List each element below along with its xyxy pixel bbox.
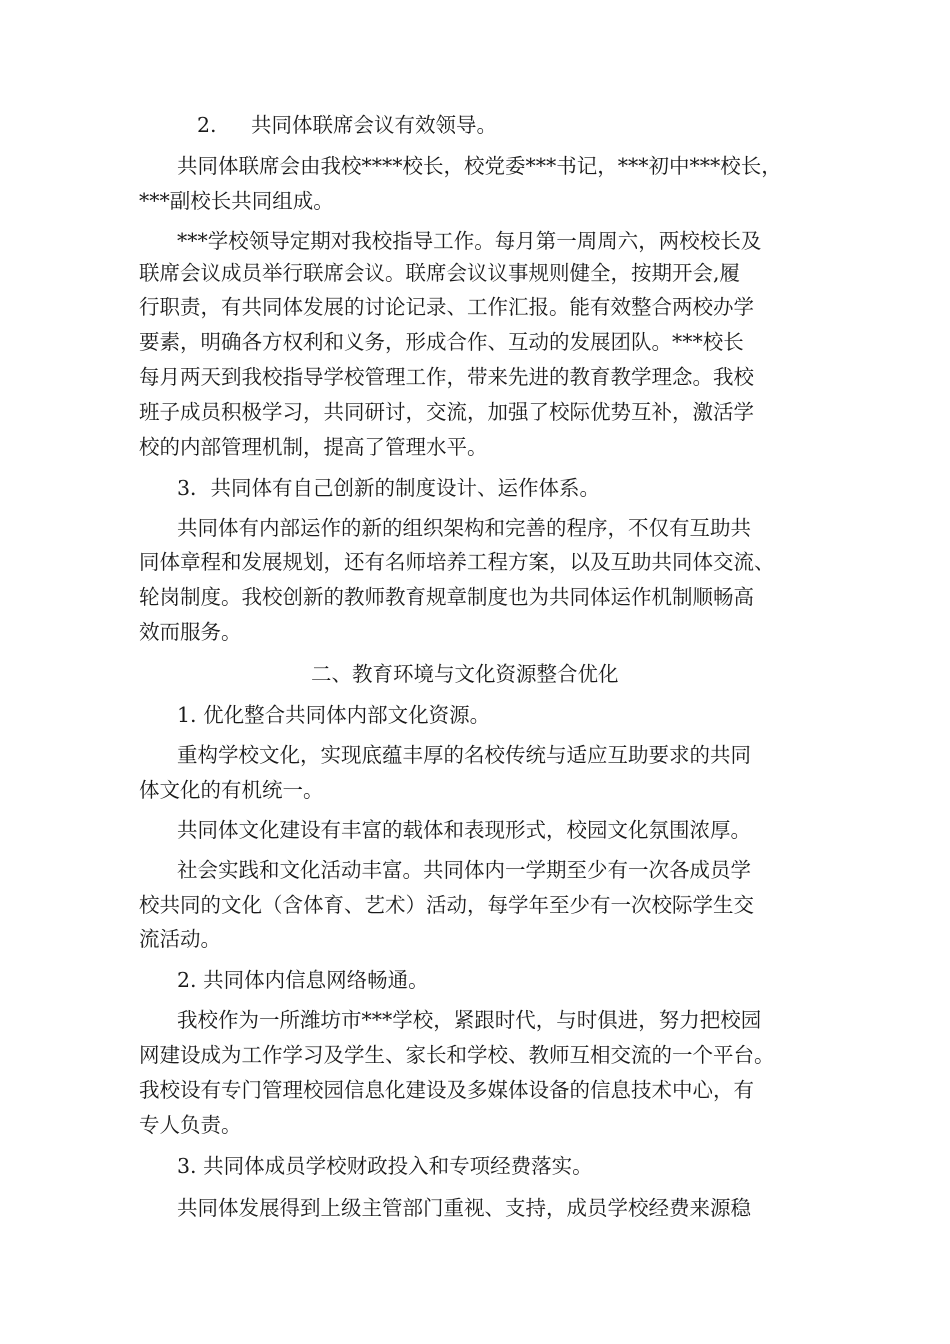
section-heading: 3. 共同体成员学校财政投入和专项经费落实。 (177, 1154, 593, 1178)
paragraph-line: 每月两天到我校指导学校管理工作，带来先进的教育教学理念。我校 (139, 365, 754, 389)
paragraph-line: 共同体发展得到上级主管部门重视、支持，成员学校经费来源稳 (177, 1196, 751, 1220)
paragraph-line: 行职责，有共同体发展的讨论记录、工作汇报。能有效整合两校办学 (139, 295, 754, 319)
paragraph-line: 专人负责。 (139, 1113, 242, 1137)
paragraph-line: ***副校长共同组成。 (139, 189, 334, 213)
paragraph-line: 体文化的有机统一。 (139, 778, 324, 802)
section-heading: 1. 优化整合共同体内部文化资源。 (177, 703, 491, 727)
section-heading (197, 110, 497, 140)
paragraph-line: 我校作为一所潍坊市***学校，紧跟时代，与时俱进，努力把校园 (177, 1008, 762, 1032)
section-heading: 2. 共同体内信息网络畅通。 (177, 968, 429, 992)
paragraph-line: 流活动。 (139, 927, 221, 951)
paragraph-line: 网建设成为工作学习及学生、家长和学校、教师互相交流的一个平台。 (139, 1043, 775, 1067)
paragraph-line: 效而服务。 (139, 620, 242, 644)
paragraph-line: 校共同的文化（含体育、艺术）活动，每学年至少有一次校际学生交 (139, 893, 754, 917)
paragraph-line: 同体章程和发展规划，还有名师培养工程方案，以及互助共同体交流、 (139, 550, 775, 574)
paragraph-line: 共同体文化建设有丰富的载体和表现形式，校园文化氛围浓厚。 (177, 818, 751, 842)
paragraph-line: 共同体联席会由我校****校长，校党委***书记，***初中***校长， (177, 154, 782, 178)
paragraph-line: 社会实践和文化活动丰富。共同体内一学期至少有一次各成员学 (177, 858, 751, 882)
paragraph-line: ***学校领导定期对我校指导工作。每月第一周周六，两校校长及 (177, 229, 762, 253)
paragraph-line: 要素，明确各方权利和义务，形成合作、互动的发展团队。***校长 (139, 330, 744, 354)
paragraph-line: 共同体有内部运作的新的组织架构和完善的程序，不仅有互助共 (177, 516, 751, 540)
paragraph-line: 我校设有专门管理校园信息化建设及多媒体设备的信息技术中心，有 (139, 1078, 754, 1102)
paragraph-line: 轮岗制度。我校创新的教师教育规章制度也为共同体运作机制顺畅高 (139, 585, 754, 609)
section-heading: 3．共同体有自己创新的制度设计、运作体系。 (177, 476, 601, 500)
heading-number: 2. (197, 113, 217, 137)
paragraph-line: 班子成员积极学习，共同研讨，交流，加强了校际优势互补，激活学 (139, 400, 754, 424)
paragraph-line: 校的内部管理机制，提高了管理水平。 (139, 435, 488, 459)
chapter-title: 二、教育环境与文化资源整合优化 (311, 662, 619, 686)
paragraph-line: 重构学校文化，实现底蕴丰厚的名校传统与适应互助要求的共同 (177, 743, 751, 767)
heading-text: 共同体联席会议有效领导。 (251, 113, 497, 137)
paragraph-line: 联席会议成员举行联席会议。联席会议议事规则健全，按期开会,履 (139, 261, 741, 285)
